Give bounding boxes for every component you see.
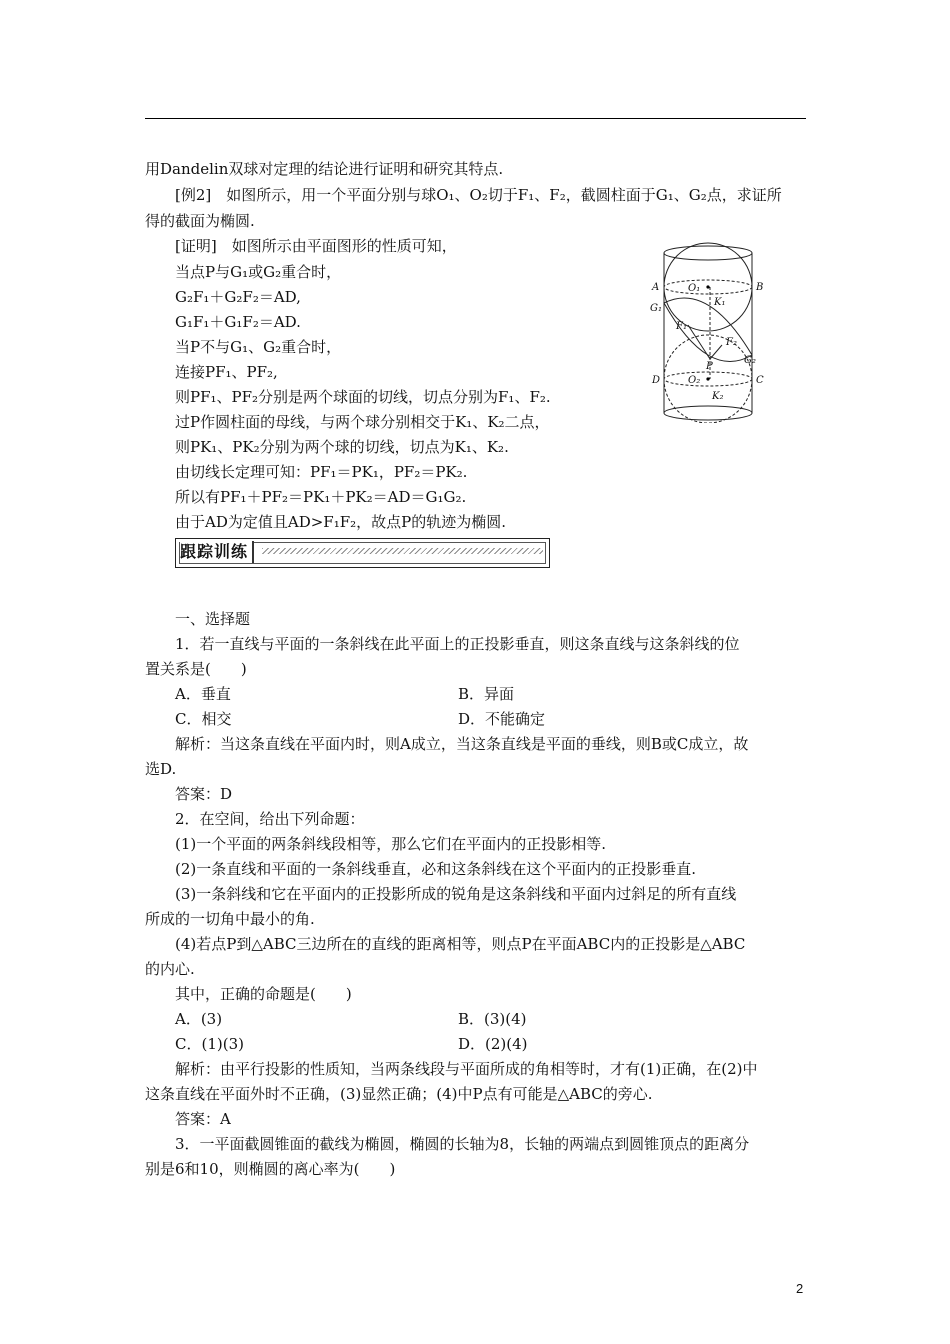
q2-prop-3a: (3)一条斜线和它在平面内的正投影所成的锐角是这条斜线和平面内过斜足的所有直线 xyxy=(175,885,737,903)
q1-stem-1: 1．若一直线与平面的一条斜线在此平面上的正投影垂直，则这条直线与这条斜线的位 xyxy=(175,635,740,653)
proof-line: G₂F₁＋G₂F₂＝AD, xyxy=(175,288,301,306)
q3-stem-2: 别是6和10，则椭圆的离心率为( ) xyxy=(145,1160,396,1178)
proof-line: 则PK₁、PK₂分别为两个球的切线，切点为K₁、K₂. xyxy=(175,438,509,456)
label-k1: K₁ xyxy=(714,297,726,308)
q1-analysis-2: 选D. xyxy=(145,760,177,778)
label-f1: F₁ xyxy=(676,321,687,332)
example-line-1: [例2] 如图所示，用一个平面分别与球O₁、O₂切于F₁、F₂，截圆柱面于G₁、G₂点，求证所 xyxy=(175,186,782,204)
q2-stem: 2．在空间，给出下列命题： xyxy=(175,810,365,828)
proof-line: 当P不与G₁、G₂重合时， xyxy=(175,338,342,356)
proof-line: G₁F₁＋G₁F₂＝AD. xyxy=(175,313,301,331)
q1-analysis-1: 解析：当这条直线在平面内时，则A成立，当这条直线是平面的垂线，则B或C成立，故 xyxy=(175,735,749,753)
label-c: C xyxy=(756,375,764,386)
dandelin-spheres-figure xyxy=(648,241,768,423)
proof-line: 连接PF₁、PF₂, xyxy=(175,363,278,381)
proof-line: 所以有PF₁＋PF₂＝PK₁＋PK₂＝AD＝G₁G₂. xyxy=(175,488,467,506)
label-p: P xyxy=(706,361,713,372)
q1-option-c: C．相交 xyxy=(175,710,232,728)
segment-pf2 xyxy=(710,345,722,359)
q2-prop-4b: 的内心. xyxy=(145,960,195,978)
label-g2: G₂ xyxy=(744,355,756,366)
label-o1: O₁ xyxy=(688,283,701,294)
q2-prop-3b: 所成的一切角中最小的角. xyxy=(145,910,315,928)
label-g1: G₁ xyxy=(650,303,662,314)
center-o1 xyxy=(706,285,709,288)
q3-stem-1: 3．一平面截圆锥面的截线为椭圆，椭圆的长轴为8，长轴的两端点到圆锥顶点的距离分 xyxy=(175,1135,750,1153)
q2-analysis-2: 这条直线在平面外时不正确，(3)显然正确；(4)中P点有可能是△ABC的旁心. xyxy=(145,1085,653,1103)
practice-banner xyxy=(175,538,550,568)
intro-text: 用Dandelin双球对定理的结论进行证明和研究其特点. xyxy=(145,160,504,178)
example-line-2: 得的截面为椭圆. xyxy=(145,212,255,230)
proof-line: 当点P与G₁或G₂重合时， xyxy=(175,263,342,281)
label-o2: O₂ xyxy=(688,375,701,386)
q2-option-b: B．(3)(4) xyxy=(458,1010,527,1028)
q2-option-d: D．(2)(4) xyxy=(458,1035,528,1053)
proof-line: 由于AD为定值且AD>F₁F₂，故点P的轨迹为椭圆. xyxy=(175,513,506,531)
center-o2 xyxy=(706,377,709,380)
section-heading: 一、选择题 xyxy=(175,610,251,628)
q1-answer: 答案：D xyxy=(175,785,233,803)
q2-analysis-1: 解析：由平行投影的性质知，当两条线段与平面所成的角相等时，才有(1)正确，在(2)中 xyxy=(175,1060,758,1078)
proof-line: [证明] 如图所示由平面图形的性质可知， xyxy=(175,237,457,255)
proof-line: 过P作圆柱面的母线，与两个球分别相交于K₁、K₂二点， xyxy=(175,413,550,431)
proof-line: 由切线长定理可知：PF₁＝PK₁，PF₂＝PK₂. xyxy=(175,463,468,481)
label-f2: F₂ xyxy=(726,337,737,348)
cylinder-bottom-ellipse xyxy=(664,406,752,420)
proof-line: 则PF₁、PF₂分别是两个球面的切线，切点分别为F₁、F₂. xyxy=(175,388,551,406)
banner-title: 跟踪训练 xyxy=(180,541,254,563)
q2-ask: 其中，正确的命题是( ) xyxy=(175,985,352,1003)
cylinder-top-ellipse xyxy=(664,246,752,260)
q2-answer: 答案：A xyxy=(175,1110,231,1128)
q2-option-c: C．(1)(3) xyxy=(175,1035,244,1053)
q2-prop-2: (2)一条直线和平面的一条斜线垂直，必和这条斜线在这个平面内的正投影垂直. xyxy=(175,860,697,878)
page-number: 2 xyxy=(796,1281,804,1296)
label-b: B xyxy=(756,282,764,293)
label-k2: K₂ xyxy=(712,391,724,402)
label-d: D xyxy=(652,375,661,386)
q1-option-b: B．异面 xyxy=(458,685,515,703)
q2-prop-4a: (4)若点P到△ABC三边所在的直线的距离相等，则点P在平面ABC内的正投影是△ABC xyxy=(175,935,746,953)
q1-stem-2: 置关系是( ) xyxy=(145,660,247,678)
q1-option-a: A．垂直 xyxy=(175,685,231,703)
banner-hatch xyxy=(262,548,543,554)
header-rule xyxy=(145,118,806,119)
q2-prop-1: (1)一个平面的两条斜线段相等，那么它们在平面内的正投影相等. xyxy=(175,835,607,853)
label-a: A xyxy=(652,282,660,293)
q1-option-d: D．不能确定 xyxy=(458,710,546,728)
q2-option-a: A．(3) xyxy=(175,1010,223,1028)
